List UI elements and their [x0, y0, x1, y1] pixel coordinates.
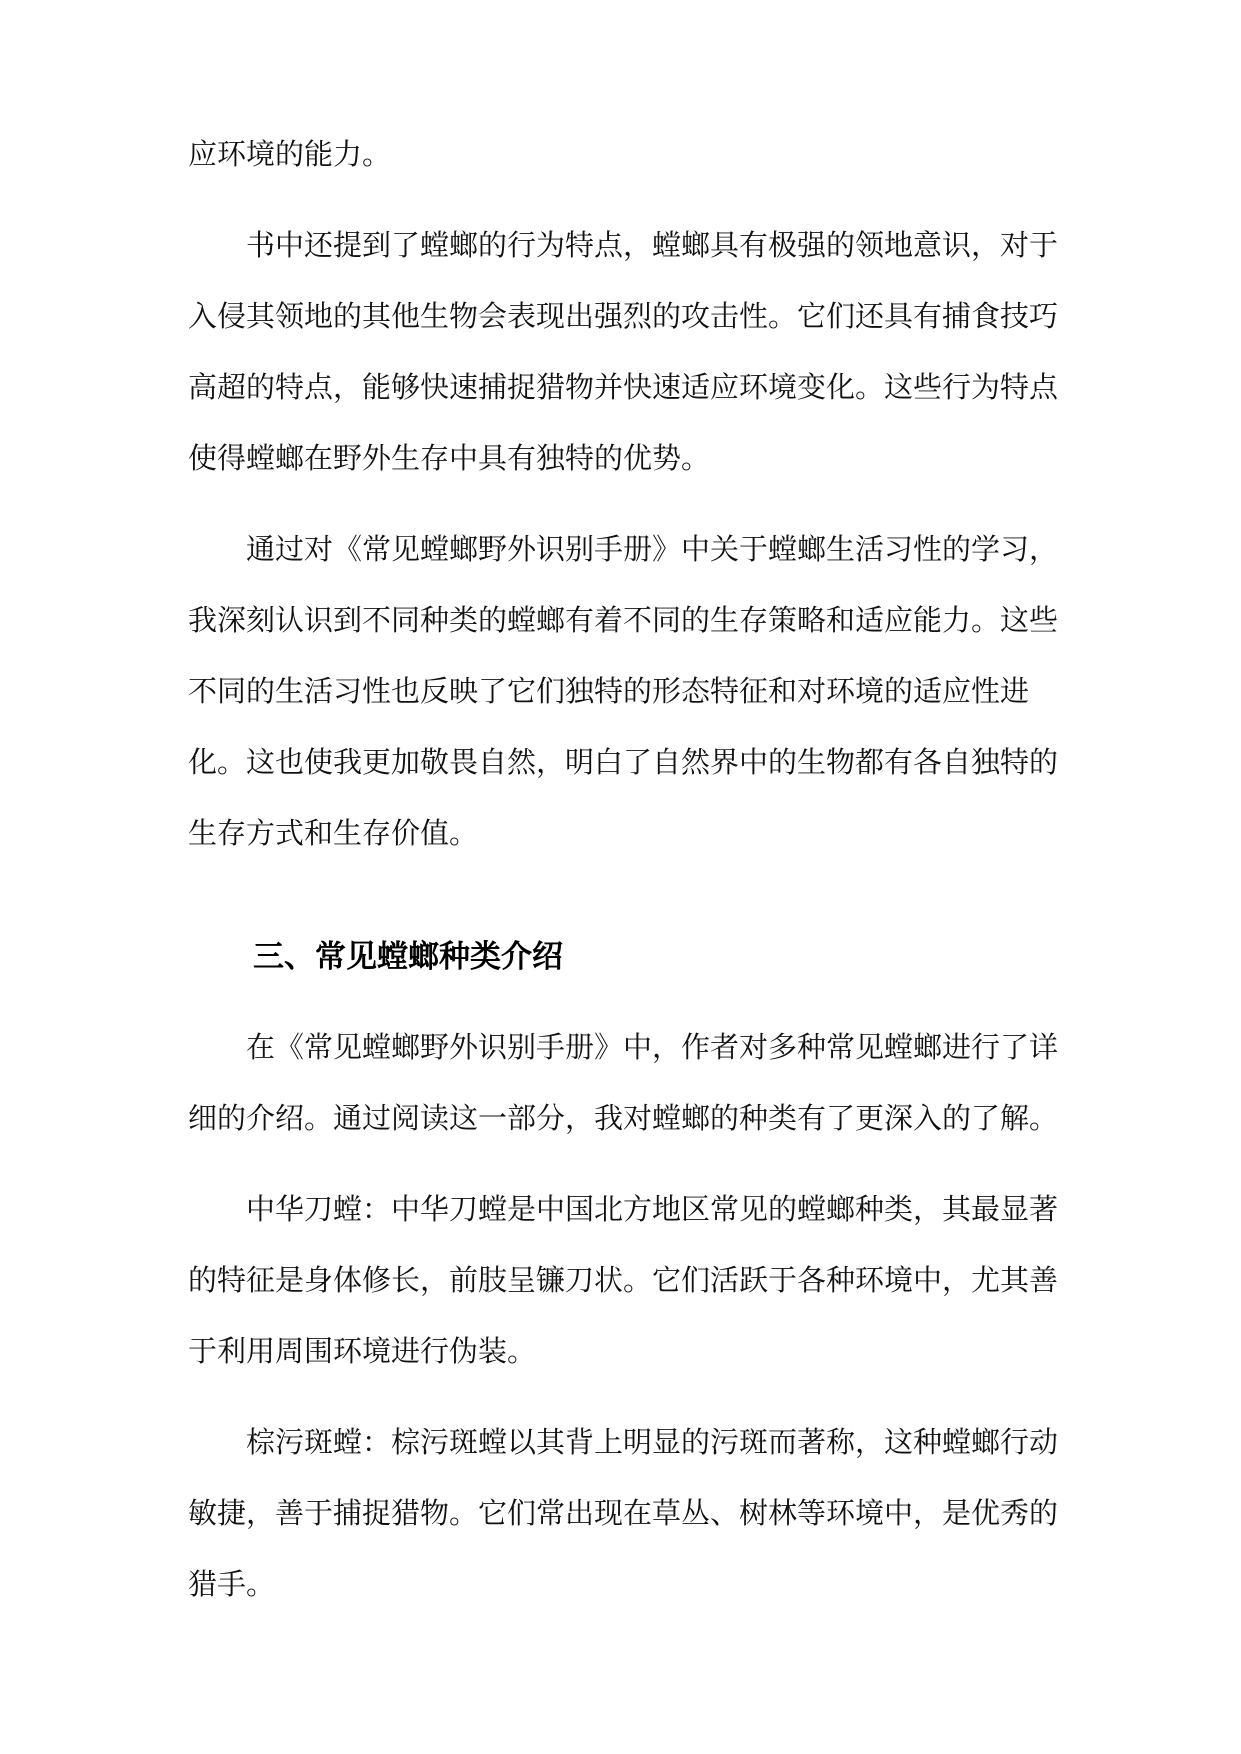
text-line: 中华刀螳：中华刀螳是中国北方地区常见的螳螂种类，其最显著: [246, 1192, 1059, 1226]
text-line: 我深刻认识到不同种类的螳螂有着不同的生存策略和适应能力。这些: [188, 603, 1059, 637]
text-line: 生存方式和生存价值。: [188, 816, 479, 850]
text-line: 的特征是身体修长，前肢呈镰刀状。它们活跃于各种环境中，尤其善: [188, 1263, 1059, 1297]
section-heading: 三、常见螳螂种类介绍: [253, 939, 563, 975]
text-line: 猎手。: [188, 1567, 276, 1601]
text-line: 使得螳螂在野外生存中具有独特的优势。: [188, 441, 711, 475]
text-line: 在《常见螳螂野外识别手册》中，作者对多种常见螳螂进行了详: [246, 1030, 1059, 1064]
text-line: 于利用周围环境进行伪装。: [188, 1334, 537, 1368]
text-line: 化。这也使我更加敬畏自然，明白了自然界中的生物都有各自独特的: [188, 745, 1059, 779]
text-line: 高超的特点，能够快速捕捉猎物并快速适应环境变化。这些行为特点: [188, 370, 1059, 404]
text-line: 细的介绍。通过阅读这一部分，我对螳螂的种类有了更深入的了解。: [188, 1101, 1059, 1135]
text-line: 应环境的能力。: [188, 137, 392, 171]
text-line: 书中还提到了螳螂的行为特点，螳螂具有极强的领地意识，对于: [246, 228, 1059, 262]
text-line: 棕污斑螳：棕污斑螳以其背上明显的污斑而著称，这种螳螂行动: [246, 1425, 1059, 1459]
text-line: 敏捷，善于捕捉猎物。它们常出现在草丛、树林等环境中，是优秀的: [188, 1496, 1059, 1530]
text-line: 入侵其领地的其他生物会表现出强烈的攻击性。它们还具有捕食技巧: [188, 299, 1059, 333]
text-line: 通过对《常见螳螂野外识别手册》中关于螳螂生活习性的学习，: [246, 532, 1059, 566]
text-line: 不同的生活习性也反映了它们独特的形态特征和对环境的适应性进: [188, 674, 1030, 708]
